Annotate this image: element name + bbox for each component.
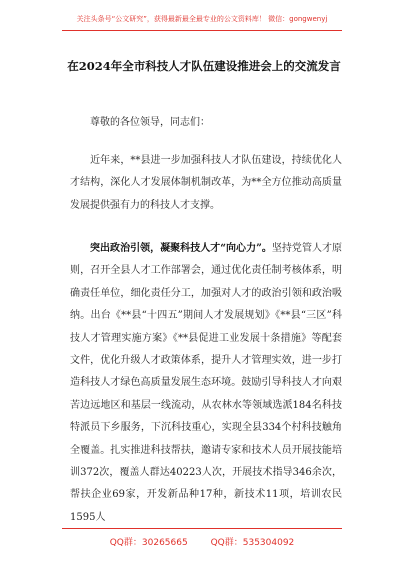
footer-contacts: [62, 528, 342, 548]
paragraph-intro: [70, 150, 342, 217]
header-banner: 关注头条号“公文研究”，获得最新最全最专业的公文资料库！ 微信：gongwenyj: [62, 14, 342, 31]
paragraph-heading: 突出政治引领，凝聚科技人才“向心力”。: [90, 243, 272, 254]
paragraph-body: 坚持党管人才原则，召开全县人才工作部署会，通过优化责任制考核体系，明确责任单位，细化责任分工，加强对人才的政治引领和政治吸纳。出台《**县“十四五”期间人才发展规划》《**县“三区”科技人才管理实施方案》《**县促进工业发展十条措施》等配套文件，优化升级人才政策体系，提升人才管理实效，进一步打造科技人才绿色高质量发展生态环境。鼓励引导科技人才向艰苦边远地区和基层一线流动，从农林水等领域选派184名科技特派员下乡服务，下沉科技重心，实现全县334个村科技触角全覆盖。扎实推进科技帮扶，邀请专家和技术人员开展技能培训372次，覆盖人群达40223人次，开展技术指导346余次，帮扶企业69家，开发新品种17种，新技术11项，培训农民1595人: [70, 243, 343, 523]
document-title: 在2024年全市科技人才队伍建设推进会上的交流发言: [67, 59, 341, 73]
greeting: 尊敬的各位领导，同志们：: [90, 117, 210, 128]
footer-qq-group-1: QQ群：30265665: [109, 538, 188, 548]
paragraph-intro-text: 近年来，**县进一步加强科技人才队伍建设，持续优化人才结构，深化人才发展体制机制改革，为**全方位推动高质量发展提供强有力的科技人才支撑。: [70, 155, 342, 211]
paragraph-political-leadership: [70, 238, 342, 529]
footer-qq-group-2: QQ群：535304092: [210, 538, 295, 548]
